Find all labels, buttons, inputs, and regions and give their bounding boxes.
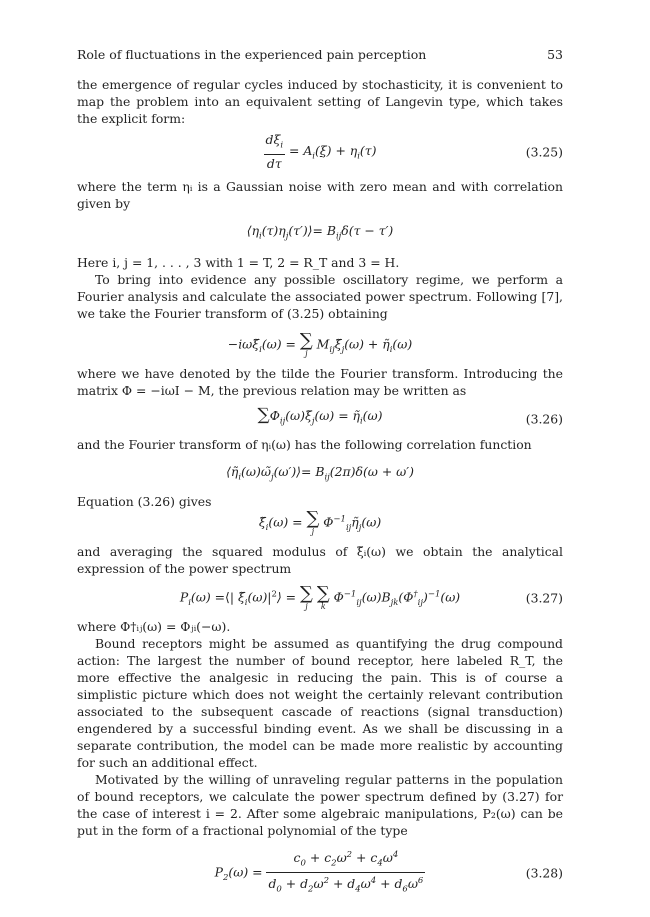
equation-number: (3.26) — [525, 411, 563, 427]
body-text — [77, 76, 563, 899]
equation-3-28: $P_2(\omega)$ = $\frac{c_0 + c_2\omega^2 + c_4\omega^4}{d_0 + d_2\omega^2 + d_4\omega^4 + d_6\omega^6}$ (3.28) — [77, 847, 563, 899]
equation-fourier-correlation: $⟨\etã_i(\omega)\omegã_j(\omega')⟩= B_{ij}(2\pi)\delta(\omega + \omega')$ — [226, 464, 414, 483]
running-title: Role of fluctuations in the experienced pain perception — [77, 47, 427, 62]
page-number: 53 — [547, 47, 563, 62]
paragraph-8: and averaging the squared modulus of ξ̃ᵢ(ω) we obtain the analytical expression of the power spectrum — [77, 543, 563, 576]
equation-number: (3.28) — [525, 865, 563, 881]
paragraph-10: Bound receptors might be assumed as quantifying the drug compound action: The largest the number of bound receptor, here labeled R_T, the more effective the analgesic in reducing the pain. This is of course a simplistic picture which does not weight the certainly relevant contribution associated to the subsequent cascade of reactions (signal transduction) engendered by a successful binding event. As we shall be discussing in a separate contribution, the model can be made more realistic by accounting for such an additional effect. — [77, 635, 563, 770]
equation-3-27: $P_i(\omega)$ =⟨| $\xĩ_i(\omega)|^2⟩$ = ∑ j ∑ k $\Phi^{-1}_{ij}(\omega)B_{jk}(\Phi^\dagger_{ij})^{-1}(\omega)$ (3.27) — [179, 582, 563, 611]
paragraph-1: the emergence of regular cycles induced by stochasticity, it is convenient to map the problem into an equivalent setting of Langevin type, which takes the explicit form: — [77, 77, 563, 126]
paragraph-5: where we have denoted by the tilde the Fourier transform. Introducing the matrix Φ = −iωI − M, the previous relation may be written as — [77, 365, 563, 398]
paragraph-11: Motivated by the willing of unraveling regular patterns in the population of bound receptors, we calculate the power spectrum defined by (3.27) for the case of interest i = 2. After some algebraic manipulations, P₂(ω) can be put in the form of a fractional polynomial of the type — [77, 771, 563, 838]
paragraph-4: To bring into evidence any possible oscillatory regime, we perform a Fourier analysis and calculate the associated power spectrum. Following [7], we take the Fourier transform of (3.25) obtaining — [77, 271, 563, 321]
paragraph-7: Equation (3.26) gives — [77, 493, 212, 509]
paragraph-9: where Φ†ᵢⱼ(ω) = Φⱼᵢ(−ω). — [77, 618, 231, 634]
equation-number: (3.27) — [525, 590, 563, 606]
paragraph-2: where the term ηᵢ is a Gaussian noise with zero mean and with correlation given by — [77, 179, 563, 212]
paragraph-3: Here i, j = 1, . . . , 3 with 1 = T, 2 = R_T and 3 = H. — [77, 254, 400, 270]
equation-noise-correlation: $⟨\eta_i(\tau)\eta_j(\tau')⟩= B_{ij}\delta(\tau - \tau')$ — [246, 223, 394, 242]
equation-fourier-transform: $-i\omega\xĩ_i(\omega)$ = ∑ j $M_{ij}\xĩ_j(\omega)$ + $\etã_i(\omega)$ — [227, 329, 413, 358]
equation-number: (3.25) — [525, 144, 563, 160]
equation-3-25: $\frac{d\xi_i}{d\tau}$ = $A_i(\xi) + \eta_i(\tau)$ (3.25) — [265, 132, 563, 172]
equation-xi-solution: $\xĩ_i(\omega)$ = ∑ j $\Phi^{-1}_{ij}\etã_j(\omega)$ — [258, 507, 382, 536]
equation-3-26: $\sum\Phi_{ij}(\omega)\xĩ_j(\omega)$ = $\etã_i(\omega)$ (3.26) — [257, 404, 563, 427]
paragraph-6: and the Fourier transform of ηᵢ(ω) has the following correlation function — [77, 437, 532, 453]
